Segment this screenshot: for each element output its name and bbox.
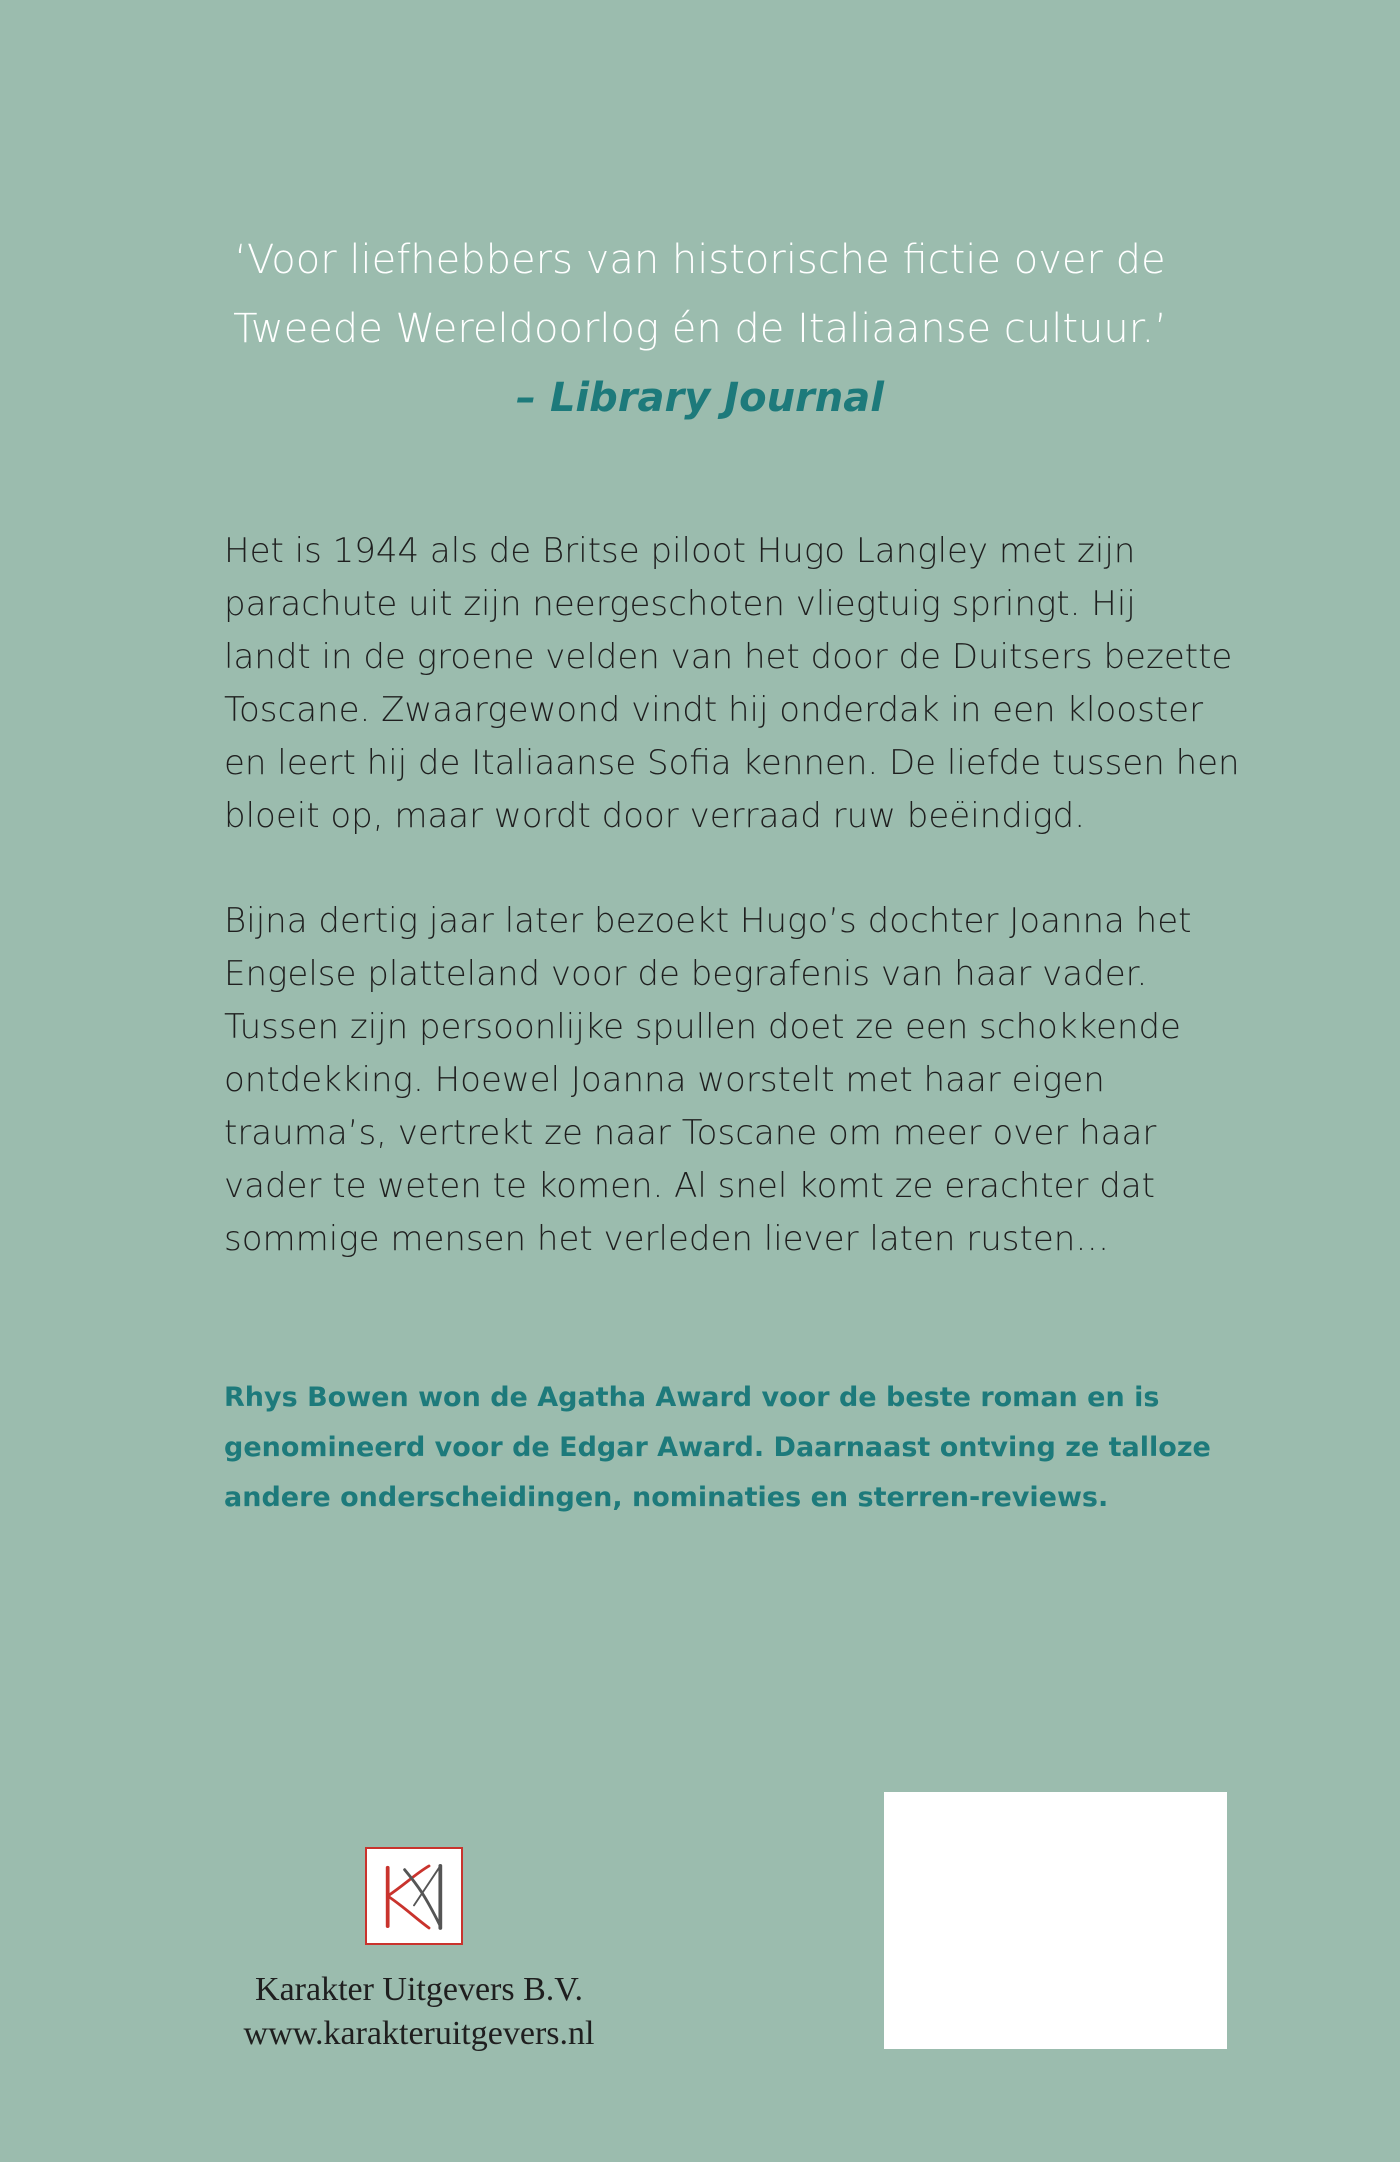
quote-line-1: ‘Voor liefhebbers van historische fictie over de	[234, 237, 1166, 283]
synopsis-line: trauma’s, vertrekt ze naar Toscane om meer over haar	[224, 1113, 1157, 1153]
synopsis-line: vader te weten te komen. Al snel komt ze erachter dat	[224, 1166, 1155, 1206]
synopsis-line: Toscane. Zwaargewond vindt hij onderdak in een klooster	[224, 690, 1204, 730]
award-line: Rhys Bowen won de Agatha Award voor de beste roman en is	[224, 1382, 1160, 1413]
publisher-website: www.karakteruitgevers.nl	[243, 2015, 595, 2052]
award-line: genomineerd voor de Edgar Award. Daarnaast ontving ze talloze	[224, 1432, 1211, 1463]
award-line: andere onderscheidingen, nominaties en sterren-reviews.	[224, 1482, 1109, 1513]
quote-attribution: – Library Journal	[516, 375, 884, 421]
synopsis-line: Engelse platteland voor de begrafenis van haar vader.	[224, 954, 1148, 994]
synopsis-line: sommige mensen het verleden liever laten rusten…	[224, 1219, 1110, 1259]
synopsis-line: Het is 1944 als de Britse piloot Hugo Langley met zijn	[224, 531, 1136, 571]
synopsis-line: Tussen zijn persoonlijke spullen doet ze een schokkende	[224, 1007, 1181, 1047]
barcode-placeholder	[884, 1792, 1227, 2049]
review-quote	[200, 226, 1200, 433]
author-awards	[224, 1373, 1211, 1523]
publisher-info	[224, 1968, 614, 2056]
synopsis-line: Bijna dertig jaar later bezoekt Hugo’s dochter Joanna het	[224, 901, 1192, 941]
synopsis-line: ontdekking. Hoewel Joanna worstelt met haar eigen	[224, 1060, 1105, 1100]
synopsis-line: en leert hij de Italiaanse Sofia kennen. De liefde tussen hen	[224, 743, 1240, 783]
synopsis-paragraph-2	[224, 895, 1204, 1266]
quote-line-2: Tweede Wereldoorlog én de Italiaanse cultuur.’	[233, 306, 1167, 352]
synopsis-line: bloeit op, maar wordt door verraad ruw beëindigd.	[224, 796, 1086, 836]
synopsis-line: parachute uit zijn neergeschoten vliegtuig springt. Hij	[224, 584, 1136, 624]
publisher-name: Karakter Uitgevers B.V.	[255, 1971, 583, 2008]
synopsis-paragraph-1	[224, 525, 1240, 843]
karakter-km-logo-icon	[365, 1847, 463, 1945]
synopsis-line: landt in de groene velden van het door de Duitsers bezette	[224, 637, 1233, 677]
